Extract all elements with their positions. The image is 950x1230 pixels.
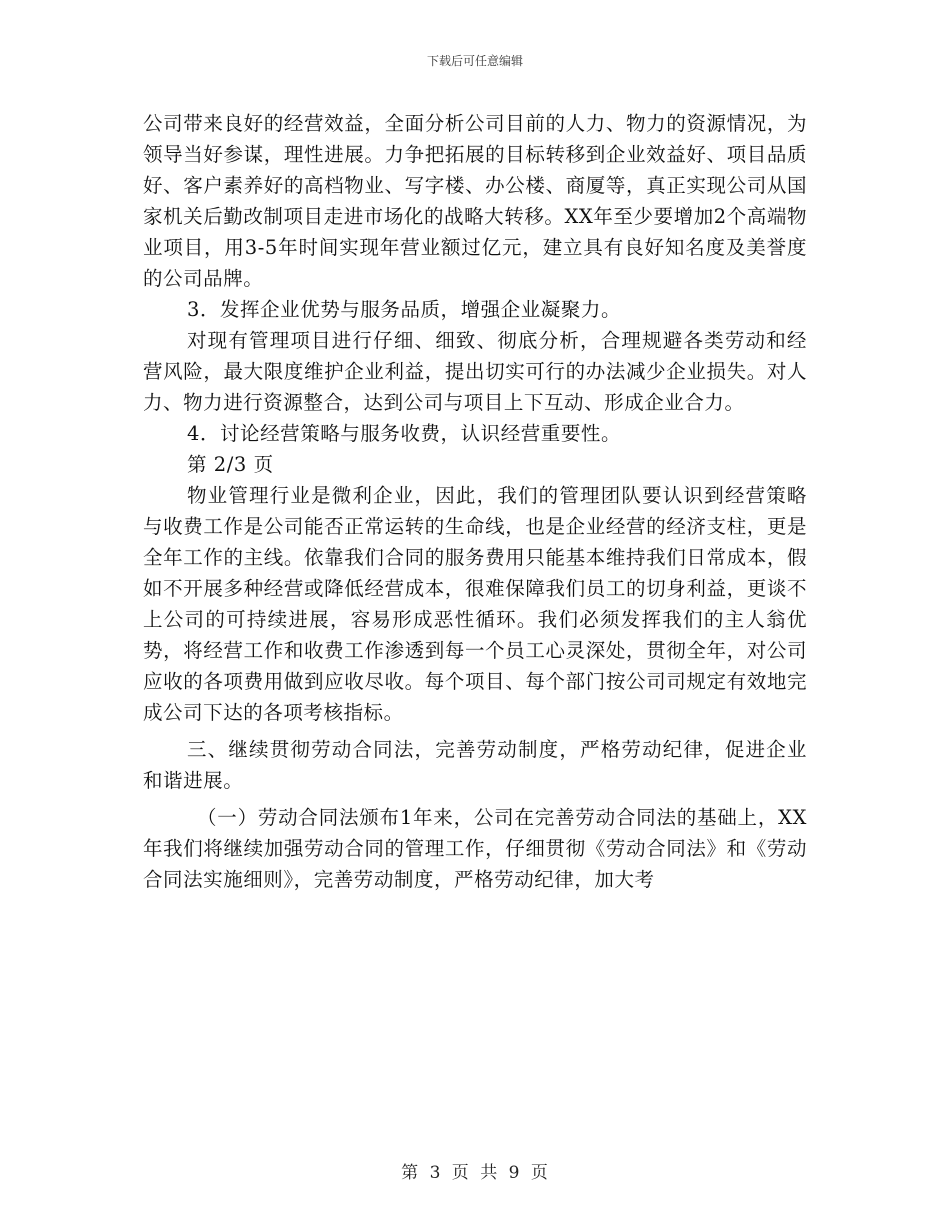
paragraph-labor-contract: （一）劳动合同法颁布1年来，公司在完善劳动合同法的基础上，XX年我们将继续加强劳动合同的管理工作，仔细贯彻《劳动合同法》和《劳动合同法实施细则》，完善劳动制度，严格劳动纪律，加大考	[143, 806, 807, 891]
heading-section-3: 三、继续贯彻劳动合同法，完善劳动制度，严格劳动纪律，促进企业和谐进展。	[143, 738, 807, 792]
paragraph-project-analysis: 对现有管理项目进行仔细、细致、彻底分析，合理规避各类劳动和经营风险，最大限度维护企业利益，提出切实可行的办法减少企业损失。对人力、物力进行资源整合，达到公司与项目上下互动、形成企业合力。	[143, 329, 807, 414]
page-footer: 第 3 页 共 9 页	[401, 1163, 549, 1183]
document-body	[143, 108, 807, 895]
heading-item-4: 4．讨论经营策略与服务收费，认识经营重要性。	[187, 422, 622, 445]
paragraph-property-management: 物业管理行业是微利企业，因此，我们的管理团队要认识到经营策略与收费工作是公司能否正常运转的生命线，也是企业经营的经济支柱，更是全年工作的主线。依靠我们合同的服务费用只能基本维持我们日常成本，假如不开展多种经营或降低经营成本，很难保障我们员工的切身利益，更谈不上公司的可持续进展，容易形成恶性循环。我们必须发挥我们的主人翁优势，将经营工作和收费工作渗透到每一个员工心灵深处，贯彻全年，对公司应收的各项费用做到应收尽收。每个项目、每个部门按公司司规定有效地完成公司下达的各项考核指标。	[143, 484, 807, 724]
paragraph-company-benefit: 公司带来良好的经营效益，全面分析公司目前的人力、物力的资源情况，为领导当好参谋，理性进展。力争把拓展的目标转移到企业效益好、项目品质好、客户素养好的高档物业、写字楼、办公楼、商厦等，真正实现公司从国家机关后勤改制项目走进市场化的战略大转移。XX年至少要增加2个高端物业项目，用3-5年时间实现年营业额过亿元，建立具有良好知名度及美誉度的公司品牌。	[143, 112, 807, 290]
heading-item-3: 3．发挥企业优势与服务品质，增强企业凝聚力。	[187, 298, 622, 321]
page-header: 下载后可任意编辑	[426, 54, 523, 68]
inline-page-marker: 第 2/3 页	[187, 453, 274, 476]
